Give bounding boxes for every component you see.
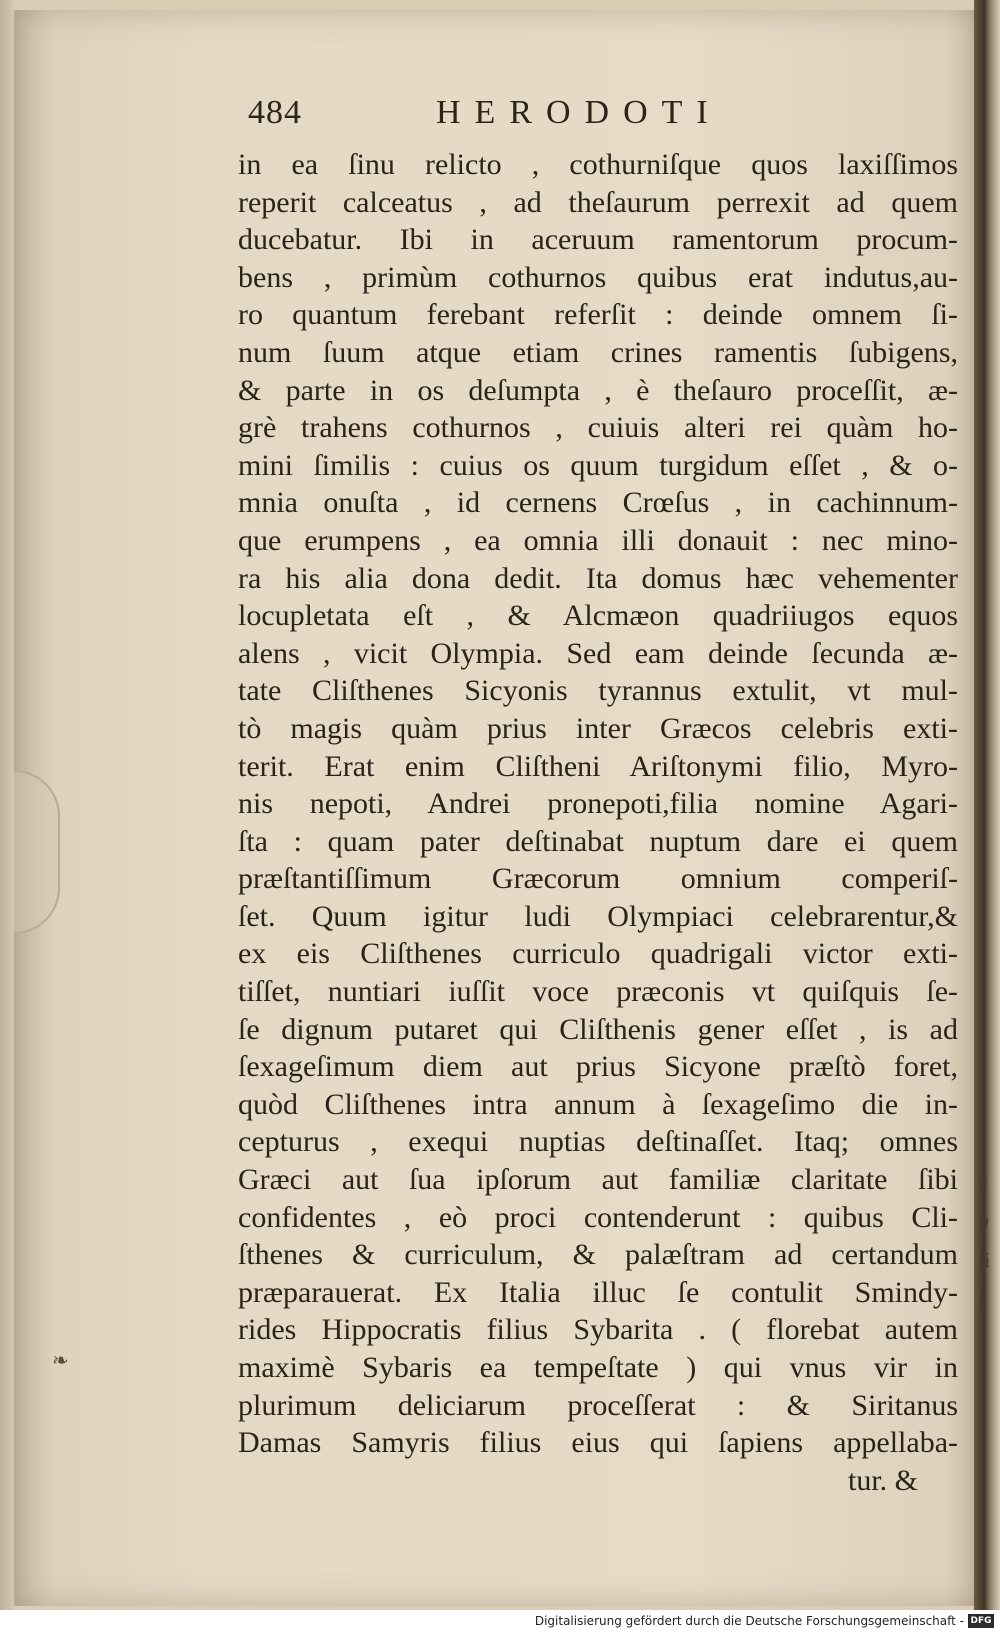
text-line: ſthenes & curriculum, & palæſtram ad certandum [238, 1238, 958, 1272]
left-page-edge [0, 0, 14, 1610]
text-line: Damas Samyris filius eius qui ſapiens appellaba- [238, 1426, 958, 1460]
text-line: confidentes , eò proci contenderunt : quibus Cli- [238, 1200, 958, 1234]
text-line: num ſuum atque etiam crines ramentis ſubigens, [238, 335, 958, 369]
text-line: tate Cliſthenes Sicyonis tyrannus extulit, vt mul- [238, 674, 958, 708]
facing-page-fragment: i [978, 1287, 985, 1312]
text-line: bens , primùm cothurnos quibus erat indutus,au- [238, 260, 958, 294]
text-line: ro quantum ferebant referſit : deinde omnem ſi- [238, 298, 958, 332]
text-line: mini ſimilis : cuius os quum turgidum eſſet , & o- [238, 448, 958, 482]
facing-page-fragment: p [978, 1207, 989, 1232]
dfg-logo: DFG [968, 1614, 994, 1628]
text-line: tur. & [847, 1463, 918, 1497]
text-line: ſta : quam pater deſtinabat nuptum dare ei quem [238, 824, 958, 858]
running-title: HERODOTI [436, 94, 722, 131]
text-line: Græci aut ſua ipſorum aut familiæ claritate ſibi [238, 1163, 958, 1197]
text-line: ſet. Quum igitur ludi Olympiaci celebrarentur,& [238, 899, 958, 933]
body-text [238, 146, 958, 1499]
text-line: tiſſet, nuntiari iuſſit voce præconis vt quiſquis ſe- [238, 975, 958, 1009]
book-page [14, 10, 984, 1606]
text-line: & parte in os deſumpta , è theſauro proceſſit, æ- [238, 373, 958, 407]
text-line: maximè Sybaris ea tempeſtate ) qui vnus vir in [238, 1351, 958, 1384]
text-line: grè trahens cothurnos , cuiuis alteri rei quàm ho- [238, 411, 958, 445]
text-line: in ea ſinu relicto , cothurniſque quos laxiſſimos [238, 148, 958, 181]
text-line: que erumpens , ea omnia illi donauit : nec mino- [238, 523, 958, 557]
ink-smudge-icon: ❧ [52, 1350, 69, 1372]
text-line: terit. Erat enim Cliſtheni Ariſtonymi filio, Myro- [238, 749, 958, 783]
text-line: reperit calceatus , ad theſaurum perrexit ad quem [238, 185, 958, 219]
text-line: cepturus , exequi nuptias deſtinaſſet. Itaq; omnes [238, 1125, 958, 1159]
text-line: ra his alia dona dedit. Ita domus hæc vehementer [238, 561, 958, 595]
facing-page-fragment: li [978, 1247, 991, 1272]
text-line: præparauerat. Ex Italia illuc ſe contulit Smindy- [238, 1275, 958, 1309]
funding-note: Digitalisierung gefördert durch die Deutsche Forschungsgemeinschaft - [534, 1614, 964, 1628]
page-number: 484 [248, 94, 302, 131]
text-line: rides Hippocratis filius Sybarita . ( florebat autem [238, 1313, 958, 1347]
facing-page-fragments [978, 1160, 994, 1320]
text-line: ex eis Cliſthenes curriculo quadrigali victor exti- [238, 937, 958, 971]
text-line: tò magis quàm prius inter Græcos celebris exti- [238, 711, 958, 745]
text-line: præſtantiſſimum Græcorum omnium comperiſ- [238, 862, 958, 896]
text-line: quòd Cliſthenes intra annum à ſexageſimo die in- [238, 1087, 958, 1121]
text-line: ſexageſimum diem aut prius Sicyone præſtò foret, [238, 1050, 958, 1084]
text-line: ſe dignum putaret qui Cliſthenis gener eſſet , is ad [238, 1012, 958, 1046]
text-line: plurimum deliciarum proceſſerat : & Siritanus [238, 1388, 958, 1422]
facing-page-fragment: c [978, 1167, 988, 1192]
text-line: ducebatur. Ibi in aceruum ramentorum procum- [238, 223, 958, 257]
book-spine-edge [974, 0, 1000, 1610]
page-header [248, 88, 808, 138]
footer-bar [0, 1612, 1000, 1632]
text-line: alens , vicit Olympia. Sed eam deinde ſecunda æ- [238, 636, 958, 670]
page-tab-mark [14, 770, 60, 934]
text-line: mnia onuſta , id cernens Crœſus , in cachinnum- [238, 486, 958, 520]
text-line: locupletata eſt , & Alcmæon quadriiugos equos [238, 599, 958, 633]
text-line: nis nepoti, Andrei pronepoti,filia nomine Agari- [238, 787, 958, 821]
